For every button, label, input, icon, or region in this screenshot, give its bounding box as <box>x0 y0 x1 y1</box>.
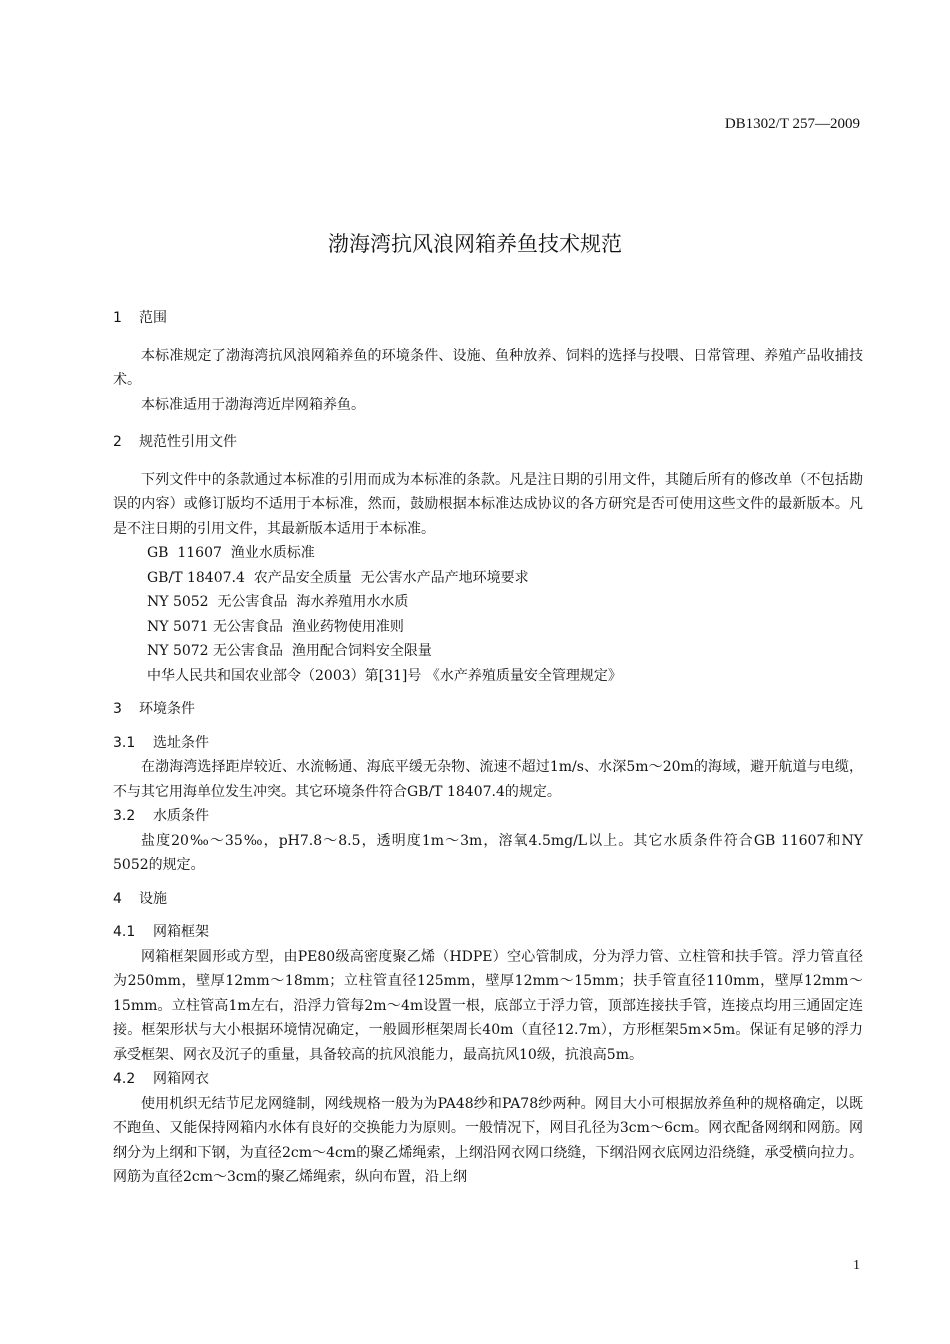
section-number: 4 <box>113 890 122 907</box>
subsection-title: 水质条件 <box>153 808 209 824</box>
section-number: 3 <box>113 701 122 717</box>
section-heading-2 <box>113 430 863 455</box>
subsection-title: 选址条件 <box>153 734 209 751</box>
section-title: 范围 <box>139 310 167 326</box>
subsection-heading-4-1 <box>113 920 863 945</box>
subsection-title: 网箱网衣 <box>153 1071 209 1087</box>
section-title: 规范性引用文件 <box>139 434 237 450</box>
paragraph: 本标准适用于渤海湾近岸网箱养鱼。 <box>141 396 365 413</box>
reference-item: GB 11607 渔业水质标准 <box>147 545 315 561</box>
subsection-heading-3-2 <box>113 804 863 829</box>
subsection-number: 4.1 <box>113 924 136 940</box>
page-number: 1 <box>853 1258 860 1273</box>
section-title: 设施 <box>139 890 167 907</box>
subsection-number: 3.1 <box>113 734 136 751</box>
subsection-number: 3.2 <box>113 808 136 824</box>
reference-item: NY 5052 无公害食品 海水养殖用水水质 <box>147 594 409 610</box>
section-heading-4 <box>113 887 863 912</box>
subsection-heading-3-1 <box>113 731 863 756</box>
paragraph: 使用机织无结节尼龙网缝制，网线规格一般为为PA48纱和PA78纱两种。网目大小可根据放养鱼种的规格确定，以既不跑鱼、又能保持网箱内水体有良好的交换能力为原则。一般情况下，网目孔径为3cm～6cm。网衣配备网纲和网筋。网纲分为上纲和下钢，为直径2cm～4cm的聚乙烯绳索，上纲沿网衣网口绕缝，下纲沿网衣底网边沿绕缝，承受横向拉力。网筋为直径2cm～3cm的聚乙烯绳索，纵向布置，沿上纲 <box>113 1095 863 1185</box>
subsection-number: 4.2 <box>113 1071 136 1087</box>
subsection-title: 网箱框架 <box>153 924 209 940</box>
document-body <box>113 306 863 1190</box>
reference-item: NY 5072 无公害食品 渔用配合饲料安全限量 <box>147 643 432 659</box>
document-title: 渤海湾抗风浪网箱养鱼技术规范 <box>328 232 622 256</box>
reference-item: GB/T 18407.4 农产品安全质量 无公害水产品产地环境要求 <box>147 569 529 586</box>
section-heading-1 <box>113 306 863 331</box>
document-code: DB1302/T 257—2009 <box>724 116 860 132</box>
paragraph: 盐度20‰～35‰，pH7.8～8.5，透明度1m～3m，溶氧4.5mg/L以上。其它水质条件符合GB 11607和NY 5052的规定。 <box>113 832 863 873</box>
subsection-heading-4-2 <box>113 1067 863 1092</box>
paragraph: 网箱框架圆形或方型，由PE80级高密度聚乙烯（HDPE）空心管制成，分为浮力管、立柱管和扶手管。浮力管直径为250mm，壁厚12mm～18mm；立柱管直径125mm，壁厚12mm～15mm；扶手管直径110mm，壁厚12mm～15mm。立柱管高1m左右，沿浮力管每2m～4m设置一根，底部立于浮力管，顶部连接扶手管，连接点均用三通固定连接。框架形状与大小根据环境情况确定，一般圆形框架周长40m（直径12.7m），方形框架5m×5m。保证有足够的浮力承受框架、网衣及沉子的重量，具备较高的抗风浪能力，最高抗风10级，抗浪高5m。 <box>113 948 863 1063</box>
section-number: 2 <box>113 434 122 450</box>
section-number: 1 <box>113 310 122 326</box>
section-heading-3 <box>113 697 863 722</box>
paragraph: 在渤海湾选择距岸较近、水流畅通、海底平缓无杂物、流速不超过1m/s、水深5m～20m的海域，避开航道与电缆，不与其它用海单位发生冲突。其它环境条件符合GB/T 18407.4的规定。 <box>113 759 863 800</box>
paragraph: 本标准规定了渤海湾抗风浪网箱养鱼的环境条件、设施、鱼种放养、饲料的选择与投喂、日常管理、养殖产品收捕技术。 <box>113 347 863 388</box>
reference-item: NY 5071 无公害食品 渔业药物使用准则 <box>147 618 404 635</box>
section-title: 环境条件 <box>139 701 195 717</box>
paragraph: 下列文件中的条款通过本标准的引用而成为本标准的条款。凡是注日期的引用文件，其随后所有的修改单（不包括勘误的内容）或修订版均不适用于本标准，然而，鼓励根据本标准达成协议的各方研究是否可使用这些文件的最新版本。凡是不注日期的引用文件，其最新版本适用于本标准。 <box>113 471 863 537</box>
reference-item: 中华人民共和国农业部令（2003）第[31]号 《水产养殖质量安全管理规定》 <box>147 667 622 684</box>
